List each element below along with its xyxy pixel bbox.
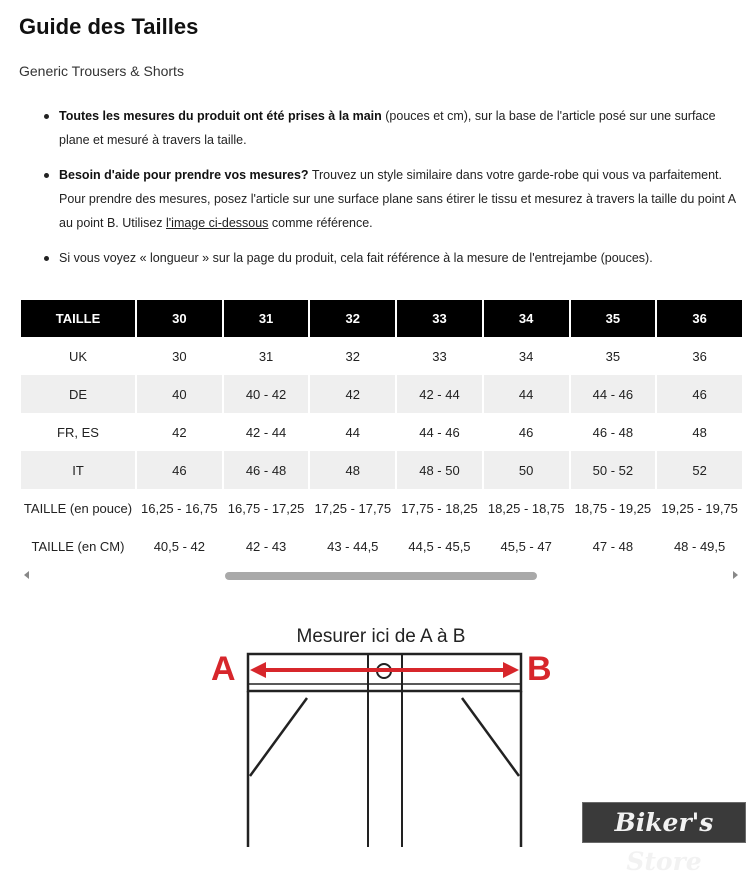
table-cell: 44 — [345, 424, 360, 440]
header-cell: 31 — [224, 300, 309, 337]
measurement-notes — [59, 104, 739, 281]
table-cell: 18,25 - 18,75 — [487, 500, 565, 516]
table-cell: 46 - 48 — [592, 424, 634, 440]
note-item — [59, 163, 739, 235]
row-label: IT — [21, 451, 135, 489]
scroll-thumb[interactable] — [225, 572, 537, 580]
trousers-outline-icon — [200, 622, 560, 847]
table-cell: 31 — [258, 348, 274, 364]
table-cell: 46 — [657, 375, 742, 413]
table-cell: 17,75 - 18,25 — [401, 500, 478, 516]
note-text-after: comme référence. — [268, 216, 373, 230]
note-text: Si vous voyez « longueur » sur la page du produit, cela fait référence à la mesure de l'entrejambe (pouces). — [59, 251, 653, 265]
table-cell: 52 — [657, 451, 742, 489]
table-cell: 44 - 46 — [419, 424, 460, 440]
table-header-row — [21, 300, 742, 337]
table-cell: 16,75 - 17,25 — [227, 500, 305, 516]
table-cell: 40 — [137, 375, 222, 413]
note-text: (pouces et cm), sur la base de l'article posé sur une surface plane et mesuré à travers la taille. — [59, 109, 716, 147]
table-cell: 18,75 - 19,25 — [574, 500, 652, 516]
header-cell: 36 — [657, 300, 742, 337]
table-cell: 40 - 42 — [224, 375, 309, 413]
point-b-label: B — [527, 650, 552, 688]
table-cell: 17,25 - 17,75 — [314, 500, 392, 516]
table-cell: 42 - 44 — [245, 424, 287, 440]
table-cell: 46 — [137, 451, 222, 489]
table-cell: 19,25 - 19,75 — [661, 500, 738, 516]
table-horizontal-scrollbar[interactable] — [19, 568, 744, 584]
header-cell: 34 — [484, 300, 569, 337]
table-cell: 43 - 44,5 — [327, 538, 379, 554]
table-cell: 48 — [310, 451, 395, 489]
table-cell: 42 — [172, 424, 187, 440]
table-cell: 48 - 49,5 — [673, 538, 726, 554]
page-title: Guide des Tailles — [19, 14, 199, 39]
table-cell: 42 - 44 — [397, 375, 482, 413]
table-cell: 48 - 50 — [397, 451, 482, 489]
note-bold-text: Besoin d'aide pour prendre vos mesures? — [59, 168, 309, 182]
diagram-caption: Mesurer ici de A à B — [296, 626, 466, 647]
header-cell: 33 — [397, 300, 482, 337]
table-row — [21, 413, 742, 451]
table-cell: 36 — [692, 348, 707, 364]
note-item — [59, 246, 739, 270]
table-cell: 50 — [484, 451, 569, 489]
table-cell: 45,5 - 47 — [500, 538, 552, 554]
table-cell: 48 — [692, 424, 707, 440]
bikers-store-logo: Biker's Store — [582, 802, 746, 843]
table-cell: 46 — [518, 424, 534, 440]
table-cell: 42 - 43 — [245, 538, 287, 554]
size-table — [19, 300, 744, 565]
note-text: Trouvez un style similaire dans votre garde-robe qui vous va parfaitement. Pour prendre des mesures, posez l'article sur une surface plane sans étirer le tissu et mesurez à travers la taille du point A au point B. Utilisez — [59, 168, 736, 230]
table-cell: 33 — [432, 348, 447, 364]
scroll-right-arrow-icon[interactable] — [733, 571, 738, 579]
header-cell: 30 — [137, 300, 222, 337]
scroll-left-arrow-icon[interactable] — [24, 571, 29, 579]
table-cell: 32 — [345, 348, 360, 364]
table-cell: 47 - 48 — [592, 538, 634, 554]
note-item — [59, 104, 739, 152]
table-row — [21, 527, 742, 565]
note-bold-text: Toutes les mesures du produit ont été prises à la main — [59, 109, 382, 123]
row-label: UK — [68, 348, 88, 364]
table-cell: 16,25 - 16,75 — [141, 500, 218, 516]
header-cell: 32 — [310, 300, 395, 337]
header-cell-size: TAILLE — [21, 300, 135, 337]
table-row — [21, 451, 742, 489]
table-cell: 34 — [518, 348, 534, 364]
table-row — [21, 337, 742, 375]
row-label: FR, ES — [57, 424, 99, 440]
row-label: DE — [21, 375, 135, 413]
table-cell: 44 — [484, 375, 569, 413]
table-row — [21, 375, 742, 413]
table-cell: 46 - 48 — [224, 451, 309, 489]
page-subtitle: Generic Trousers & Shorts — [19, 63, 184, 79]
table-row — [21, 489, 742, 527]
row-label: TAILLE (en CM) — [31, 538, 125, 554]
table-cell: 42 — [310, 375, 395, 413]
table-cell: 44 - 46 — [571, 375, 656, 413]
table-cell: 44,5 - 45,5 — [408, 538, 471, 554]
table-cell: 40,5 - 42 — [153, 538, 206, 554]
row-label: TAILLE (en pouce) — [23, 500, 133, 516]
header-cell: 35 — [571, 300, 656, 337]
table-cell: 35 — [605, 348, 621, 364]
point-a-label: A — [211, 650, 236, 688]
table-cell: 30 — [172, 348, 187, 364]
measurement-diagram — [200, 622, 560, 847]
table-cell: 50 - 52 — [571, 451, 656, 489]
reference-image-link[interactable]: l'image ci-dessous — [166, 216, 269, 230]
